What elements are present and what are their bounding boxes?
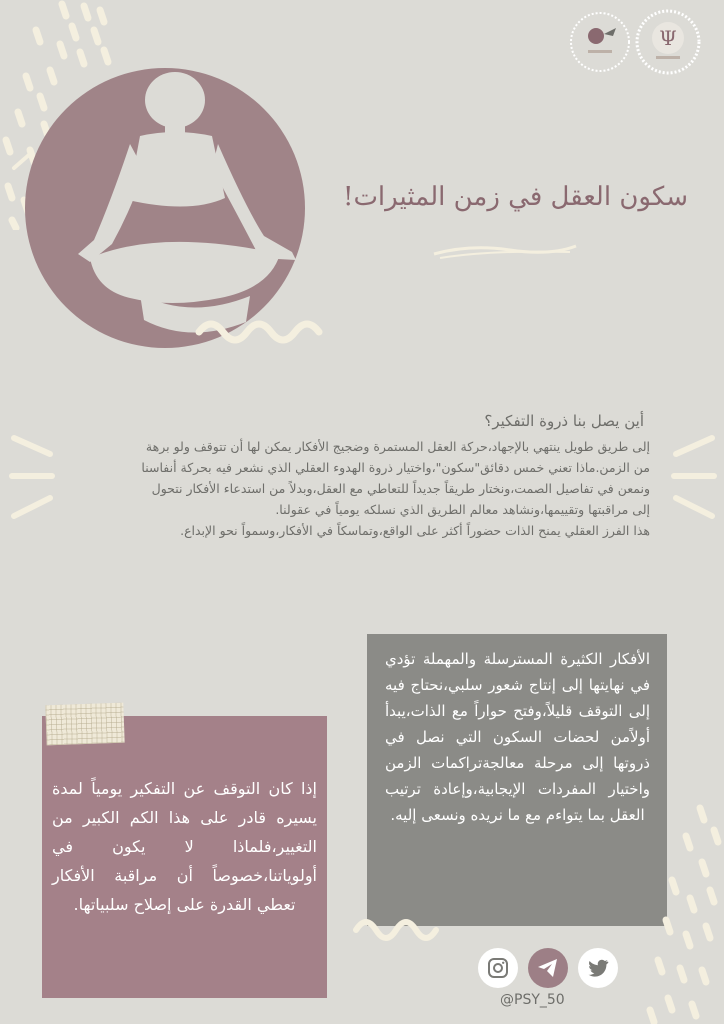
page-title: سكون العقل في زمن المثيرات!	[343, 182, 688, 212]
decorative-rays-left	[6, 428, 66, 528]
gray-quote-box	[367, 634, 667, 926]
account-handle: @PSY_50	[500, 992, 565, 1008]
pink-quote-box	[42, 716, 327, 998]
telegram-icon[interactable]	[528, 948, 568, 988]
body-line: إلى طريق طويل ينتهي بالإجهاد،حركة العقل المستمرة وضجيج الأفكار يمكن لها أن تتوقف ولو برهة	[145, 439, 650, 454]
body-line: إلى مراقبتها وتقييمها،ونشاهد معالم الطريق الذي نسلكه يومياً في عقولنا.	[275, 502, 650, 517]
body-paragraph	[80, 436, 650, 541]
body-line: من الزمن.ماذا تعني خمس دقائق"سكون"،واختيار ذروة الهدوء العقلي الذي نشعر فيه بحركة أنفاسنا	[141, 460, 650, 475]
social-icons	[478, 948, 618, 988]
decorative-dashes-bottom-right	[640, 800, 724, 1024]
decorative-tape	[45, 703, 124, 746]
gray-box-text: الأفكار الكثيرة المسترسلة والمهملة تؤدي في نهايتها إلى إنتاج شعور سلبي،نحتاج فيه إلى التوقف قليلاً،وفتح حواراً مع الذات،يبدأ أولاًمن لحضات السكون التي نصل في ذروتها إلى مرحلة معالجةتراكمات الزمن واختيار المفردات الإيجابية،وإعادة ترتيب العقل بما يتواءم مع ما نريده ونسعى إليه.	[385, 650, 650, 824]
decorative-rays-right	[660, 428, 720, 528]
twitter-icon[interactable]	[578, 948, 618, 988]
brain-logo	[568, 10, 632, 78]
question-heading: أين يصل بنا ذروة التفكير؟	[484, 412, 644, 430]
pink-box-text: إذا كان التوقف عن التفكير يومياً لمدة يسيره قادر على هذا الكم الكبير من التغيير،فلماذا لا يكون في أولوياتنا،خصوصاً أن مراقبة الأفكار تعطي القدرة على إصلاح سلبياتها.	[52, 779, 317, 914]
svg-text:Ψ: Ψ	[659, 26, 677, 50]
psi-logo	[634, 8, 702, 80]
body-line: ونمعن في تفاصيل الصمت،ونختار طريقاً جديداً للتعاطي مع العقل،وبدلاً من استدعاء الأفكار نتحول	[151, 481, 650, 496]
decorative-squiggle-bottom	[352, 906, 447, 946]
body-line: هذا الفرز العقلي يمنح الذات حضوراً أكثر على الواقع،وتماسكاً في الأفكار،وسمواً نحو الإبداع.	[180, 523, 650, 538]
instagram-icon[interactable]	[478, 948, 518, 988]
decorative-squiggle	[195, 312, 325, 352]
title-underline	[430, 240, 580, 260]
